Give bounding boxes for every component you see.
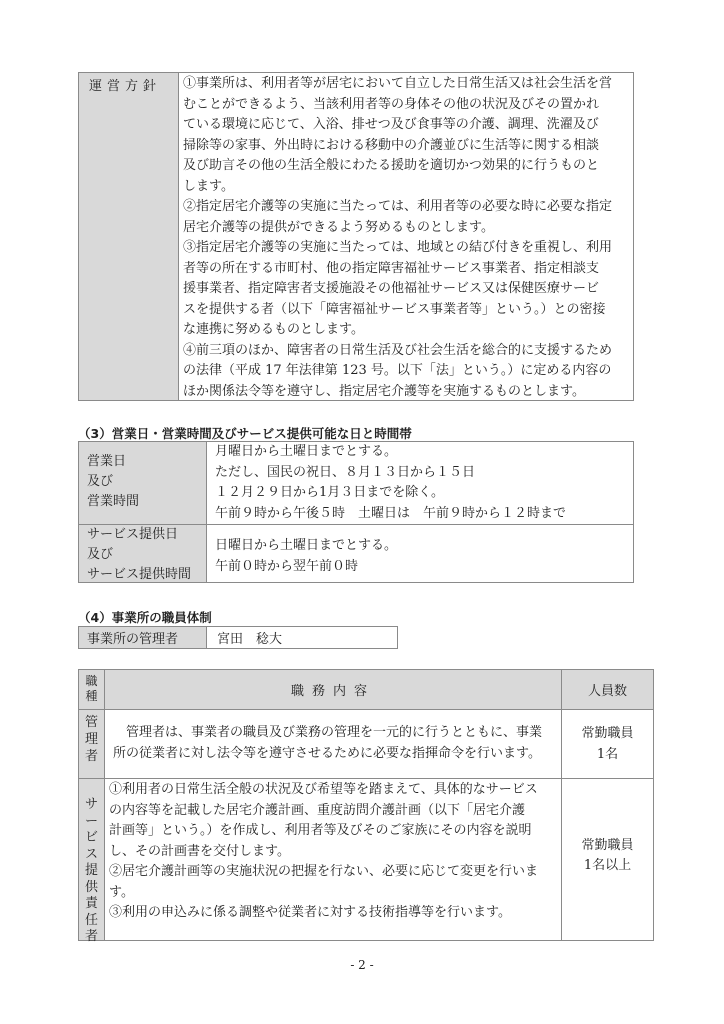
policy-item-1-line: ①事業所は、利用者等が居宅において自立した日常生活又は社会生活を営 bbox=[183, 76, 613, 91]
duty-line: 計画等」という。）を作成し、利用者等及びそのご家族にその内容を説明 bbox=[109, 823, 532, 838]
policy-item-3-line: 者等の所在する市町村、他の指定障害福祉サービス事業者、指定相談支 bbox=[183, 260, 600, 276]
type-char: 理 bbox=[84, 732, 98, 747]
label-line: 及び bbox=[87, 474, 114, 489]
policy-item-4-line: ④前三項のほか、障害者の日常生活及び社会生活を総合的に支援するため bbox=[183, 342, 613, 358]
duty-line: す。 bbox=[109, 884, 134, 900]
policy-item-3-line: スを提供する者（以下「障害福祉サービス事業者等」という。）との密接 bbox=[183, 301, 606, 317]
policy-item-3-line: 援事業者、指定障害者支援施設その他福祉サービス又は保健医療サービ bbox=[183, 281, 600, 296]
service-hours-value bbox=[207, 525, 633, 582]
duty-line: ③利用の申込みに係る調整や従業者に対する技術指導等を行います。 bbox=[109, 905, 511, 920]
duty-line: ②居宅介護計画等の実施状況の把握を行ない、必要に応じて変更を行いま bbox=[109, 864, 539, 879]
policy-item-3 bbox=[183, 238, 633, 341]
row-manager-type bbox=[79, 710, 105, 779]
value-line: 午前９時から午後５時 土曜日は 午前９時から１２時まで bbox=[215, 505, 567, 521]
header-job-type bbox=[79, 670, 105, 710]
policy-item-2-line: 居宅介護等の提供ができるよう努めるものとします。 bbox=[183, 219, 494, 235]
type-char: 任 bbox=[84, 912, 98, 928]
duty-item-1 bbox=[109, 780, 561, 862]
policy-table bbox=[78, 72, 634, 401]
header-count: 人員数 bbox=[562, 670, 653, 710]
section-3-heading: （3）営業日・営業時間及びサービス提供可能な日と時間帯 bbox=[78, 426, 412, 441]
type-char: サ bbox=[84, 797, 98, 812]
policy-item-1-line: ている環境に応じて、入浴、排せつ及び食事等の介護、調理、洗濯及び bbox=[183, 117, 599, 132]
manager-name: 宮田 稔大 bbox=[217, 632, 283, 647]
business-hours-label bbox=[79, 442, 207, 525]
header-duties: 職務内容 bbox=[105, 670, 562, 710]
policy-content bbox=[179, 73, 633, 400]
policy-item-3-line: な連携に努めるものとします。 bbox=[183, 322, 364, 337]
policy-item-1-line: 掃除等の家事、外出時における移動中の介護並びに生活等に関する相談 bbox=[183, 137, 600, 153]
type-char: 提 bbox=[84, 863, 98, 878]
value-line: 日曜日から土曜日までとする。 bbox=[215, 538, 398, 553]
count-line: 1名以上 bbox=[583, 858, 632, 873]
duty-item-3 bbox=[109, 903, 561, 924]
policy-item-1-line: むことができるよう、当該利用者等の身体その他の状況及びその置かれ bbox=[183, 96, 600, 112]
label-line: 及び bbox=[87, 547, 114, 562]
business-hours-table bbox=[78, 441, 634, 583]
manager-table bbox=[78, 626, 398, 649]
staff-table bbox=[78, 669, 654, 944]
type-char: 者 bbox=[84, 749, 98, 764]
type-char: 責 bbox=[84, 896, 98, 911]
policy-label: 運営方針 bbox=[79, 73, 179, 400]
value-line: １２月２９日から1月３日までを除く。 bbox=[215, 485, 445, 500]
row-manager-count bbox=[562, 710, 653, 779]
value-line: ただし、国民の祝日、８月１３日から１５日 bbox=[215, 464, 476, 480]
policy-item-4-line: の法律（平成 17 年法律第 123 号。以下「法」という。）に定める内容の bbox=[183, 363, 612, 378]
type-char: ス bbox=[84, 846, 98, 862]
policy-item-4 bbox=[183, 341, 633, 403]
count-line: 1名 bbox=[596, 747, 619, 762]
policy-item-2-line: ②指定居宅介護等の実施に当たっては、利用者等の必要な時に必要な指定 bbox=[183, 199, 613, 214]
label-line: 営業時間 bbox=[87, 494, 140, 509]
type-char: 管 bbox=[84, 715, 98, 730]
section-4-heading: （4）事業所の職員体制 bbox=[78, 610, 212, 625]
value-line: 午前０時から翌午前０時 bbox=[215, 558, 359, 574]
policy-item-1 bbox=[183, 74, 633, 197]
header-char: 職 bbox=[85, 674, 98, 688]
value-line: 月曜日から土曜日までとする。 bbox=[215, 444, 398, 459]
page-number: - 2 - bbox=[350, 958, 374, 972]
policy-item-4-line: ほか関係法令等を遵守し、指定居宅介護等を実施するものとします。 bbox=[183, 383, 585, 399]
header-char: 種 bbox=[85, 689, 98, 703]
policy-item-3-line: ③指定居宅介護等の実施に当たっては、地域との結び付きを重視し、利用 bbox=[183, 240, 613, 255]
type-char: ー bbox=[84, 813, 98, 829]
policy-item-1-line: 及び助言その他の生活全般にわたる援助を適切かつ効果的に行うものと bbox=[183, 158, 600, 173]
duty-line: ①利用者の日常生活全般の状況及び希望等を踏まえて、具体的なサービス bbox=[109, 782, 538, 797]
label-line: 営業日 bbox=[87, 454, 127, 469]
count-line: 常勤職員 bbox=[581, 726, 634, 741]
row-service-manager-duties bbox=[105, 779, 562, 940]
duty-line: 所の従業者に対し法令等を遵守させるために必要な指揮命令を行います。 bbox=[113, 745, 541, 761]
policy-item-1-line: します。 bbox=[183, 178, 234, 194]
type-char: 供 bbox=[84, 879, 98, 895]
label-line: サービス提供日 bbox=[87, 527, 179, 542]
duty-line: の内容等を記載した居宅介護計画、重度訪問介護計画（以下「居宅介護 bbox=[109, 802, 526, 818]
duty-line: し、その計画書を交付します。 bbox=[109, 843, 290, 859]
row-service-manager-count bbox=[562, 779, 653, 940]
duty-line: 管理者は、事業者の職員及び業務の管理を一元的に行うとともに、事業 bbox=[113, 725, 543, 740]
service-hours-label bbox=[79, 525, 207, 582]
policy-item-2 bbox=[183, 197, 633, 238]
label-line: サービス提供時間 bbox=[87, 567, 192, 582]
count-line: 常勤職員 bbox=[581, 838, 634, 853]
type-char: 者 bbox=[84, 929, 98, 944]
manager-label: 事業所の管理者 bbox=[79, 627, 207, 648]
type-char: ビ bbox=[84, 830, 98, 845]
business-hours-value bbox=[207, 442, 633, 525]
row-service-manager-type bbox=[79, 779, 105, 944]
duty-item-2 bbox=[109, 862, 561, 903]
row-manager-duties bbox=[105, 710, 562, 779]
